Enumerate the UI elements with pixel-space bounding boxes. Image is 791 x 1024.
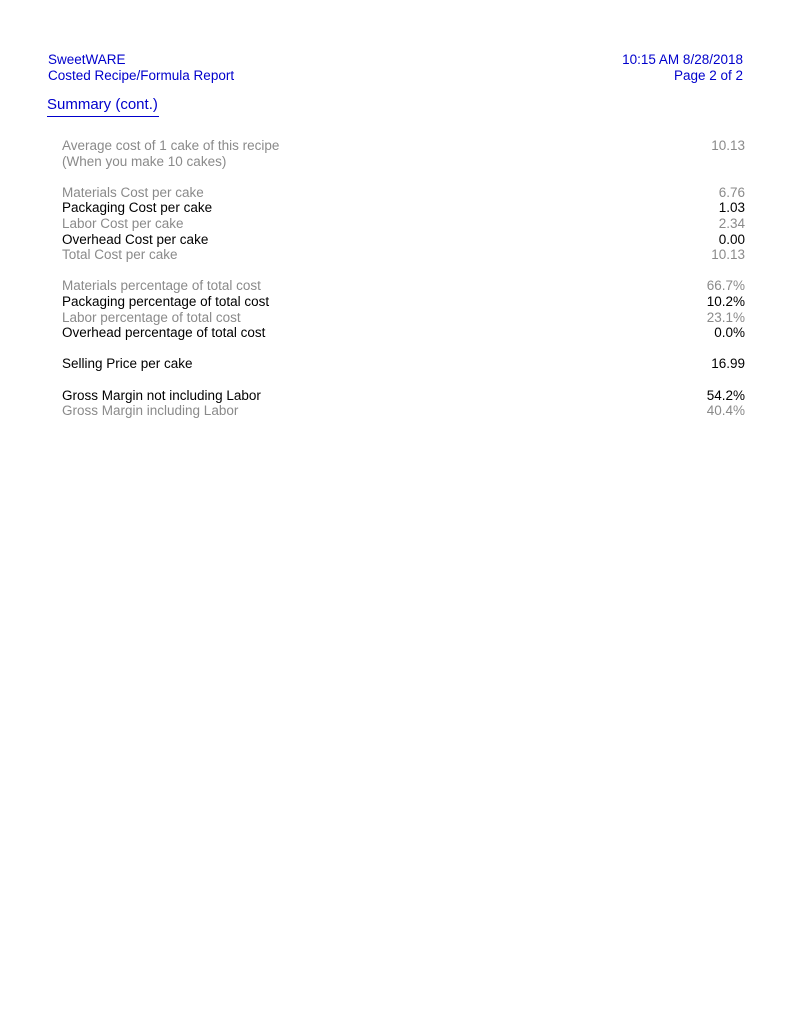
report-header-right [622, 52, 743, 84]
cost-value: 6.76 [718, 184, 745, 200]
page-number: Page 2 of 2 [673, 68, 743, 83]
margin-row-incl-labor [62, 403, 745, 419]
cost-row-total [62, 247, 745, 263]
cost-value: 1.03 [718, 200, 745, 216]
percentage-value: 23.1% [706, 309, 745, 325]
cost-row-overhead [62, 232, 745, 248]
percentage-row-labor [62, 310, 745, 326]
margin-value: 40.4% [706, 403, 745, 419]
average-cost-sublabel: (When you make 10 cakes) [62, 153, 227, 169]
percentage-row-overhead [62, 325, 745, 341]
cost-value: 10.13 [711, 247, 745, 263]
margin-value: 54.2% [706, 387, 745, 403]
average-cost-subrow [62, 154, 745, 170]
average-cost-row [62, 138, 745, 154]
app-name: SweetWARE [48, 52, 126, 67]
cost-value: 0.00 [718, 231, 745, 247]
cost-label: Packaging Cost per cake [62, 200, 213, 216]
cost-label: Overhead Cost per cake [62, 231, 209, 247]
cost-label: Labor Cost per cake [62, 215, 184, 231]
report-title: Costed Recipe/Formula Report [48, 68, 235, 83]
percentage-value: 0.0% [714, 325, 745, 341]
percentage-row-packaging [62, 294, 745, 310]
cost-label: Total Cost per cake [62, 247, 178, 263]
cost-row-packaging [62, 200, 745, 216]
selling-price-value: 16.99 [711, 356, 745, 372]
selling-price-row [62, 356, 745, 372]
percentage-label: Packaging percentage of total cost [62, 293, 270, 309]
percentage-label: Overhead percentage of total cost [62, 325, 266, 341]
selling-price-label: Selling Price per cake [62, 356, 193, 372]
report-header-left [48, 52, 234, 84]
section-title: Summary (cont.) [47, 96, 159, 117]
margin-label: Gross Margin including Labor [62, 403, 239, 419]
cost-value: 2.34 [718, 215, 745, 231]
margin-row-excl-labor [62, 388, 745, 404]
percentage-value: 10.2% [706, 293, 745, 309]
summary-table [62, 138, 745, 419]
average-cost-value: 10.13 [711, 138, 745, 153]
margin-label: Gross Margin not including Labor [62, 387, 261, 403]
cost-label: Materials Cost per cake [62, 184, 204, 200]
percentage-label: Materials percentage of total cost [62, 278, 261, 294]
percentage-value: 66.7% [706, 278, 745, 294]
percentage-label: Labor percentage of total cost [62, 309, 241, 325]
cost-row-materials [62, 185, 745, 201]
report-datetime: 10:15 AM 8/28/2018 [622, 52, 743, 67]
percentage-row-materials [62, 278, 745, 294]
cost-row-labor [62, 216, 745, 232]
average-cost-label: Average cost of 1 cake of this recipe [62, 138, 280, 153]
